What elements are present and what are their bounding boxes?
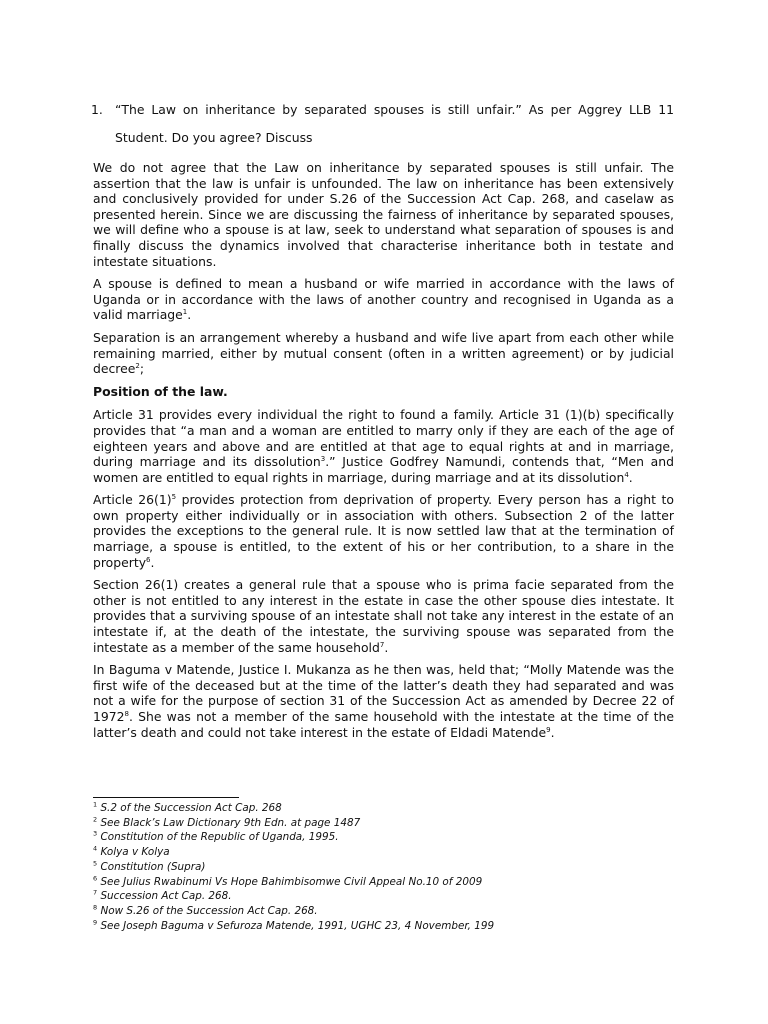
question-text: “The Law on inheritance by separated spouses is still unfair.” As per Aggrey LLB 11 Student. Do you agree? Discuss [115,102,674,145]
footnotes [93,801,653,933]
question-number: 1. [91,102,103,117]
footnote-ref: 7 [379,640,385,649]
section-heading: Position of the law. [93,383,228,399]
footnote: $^5$ Constitution (Supra) [93,859,206,873]
baguma-case-paragraph: In Baguma v Matende, Justice I. Mukanza as he then was, held that; “Molly Matende was the first wife of the deceased but at the time of the latter’s death they had separated and was not a wife for the purpose of section 31 of the Succession Act as amended by Decree 22 of 1972$^8$. She was not a member of the same household with the intestate at the time of the latter’s death and could not take interest in the estate of Eldadi Matende$^9$. [93,662,674,740]
separation-definition-paragraph: Separation is an arrangement whereby a husband and wife live apart from each other while remaining married, either by mutual consent (often in a written agreement) or by judicial decree$^2$; [93,329,674,377]
footnote: $^6$ See Julius Rwabinumi Vs Hope Bahimbisomwe Civil Appeal No.10 of 2009 [93,874,483,888]
footnote-ref: 9 [546,725,551,734]
footnote-ref: 3 [320,454,326,463]
footnote: $^9$ See Joseph Baguma v Sefuroza Matende, 1991, UGHC 23, 4 November, 199 [93,918,495,932]
footnote-ref: 8 [124,709,130,718]
footnote-separator [93,797,239,798]
footnote: $^1$ S.2 of the Succession Act Cap. 268 [93,800,282,814]
footnote-ref: 6 [146,555,151,564]
article-26-paragraph: Article $26(1)^5$ provides protection from deprivation of property. Every person has a right to own property either individually or in association with others. Subsection 2 of the latter provides the exceptions to the general rule. It is now settled law that at the termination of marriage, a spouse is entitled, to the extent of his or her contribution, to a share in the property$^6$. [93,492,674,570]
footnote-ref: 5 [171,493,177,502]
footnote: $^8$ Now S.26 of the Succession Act Cap. 268. [93,903,318,917]
footnote: $^4$ Kolya v Kolya [93,844,170,859]
spouse-definition-paragraph: A spouse is defined to mean a husband or wife married in accordance with the laws of Uganda or in accordance with the laws of another country and recognised in Uganda as a valid marriage$^1$. [93,276,674,323]
article-31-paragraph: Article 31 provides every individual the right to found a family. Article 31 (1)(b) specifically provides that “a man and a woman are entitled to marry only if they are each of the age of eighteen years and above and are entitled at that age to equal rights at and in marriage, during marriage and its dissolution$^3$.” Justice Godfrey Namundi, contends that, “Men and women are entitled to equal rights in marriage, during marriage and at its dissolution$^4$. [93,407,674,485]
footnote: $^3$ Constitution of the Republic of Uganda, 1995. [93,829,339,844]
intro-paragraph: We do not agree that the Law on inheritance by separated spouses is still unfair. The assertion that the law is unfair is unfounded. The law on inheritance has been extensively and conclusively provided for under S.26 of the Succession Act Cap. 268, and caselaw as presented herein. Since we are discussing the fairness of inheritance by separated spouses, we will define who a spouse is at law, seek to understand what separation of spouses is and finally discuss the dynamics involved that characterise inheritance both in testate and intestate situations. [93,160,674,269]
footnote-ref: 2 [135,362,140,370]
footnote: $^2$ See Black’s Law Dictionary 9th Edn. at page 1487 [93,815,361,829]
section-26-paragraph: Section 26(1) creates a general rule that a spouse who is prima facie separated from the other is not entitled to any interest in the estate in case the other spouse dies intestate. It provides that a surviving spouse of an intestate shall not take any interest in the estate of an intestate if, at the death of the intestate, the surviving spouse was separated from the intestate as a member of the same household$^7$. [93,577,674,655]
question-item [93,96,674,152]
document-body [93,96,674,747]
footnote-ref: 1 [182,308,188,317]
footnote-ref: 4 [624,470,629,479]
footnote: $^7$ Succession Act Cap. 268. [93,888,232,903]
